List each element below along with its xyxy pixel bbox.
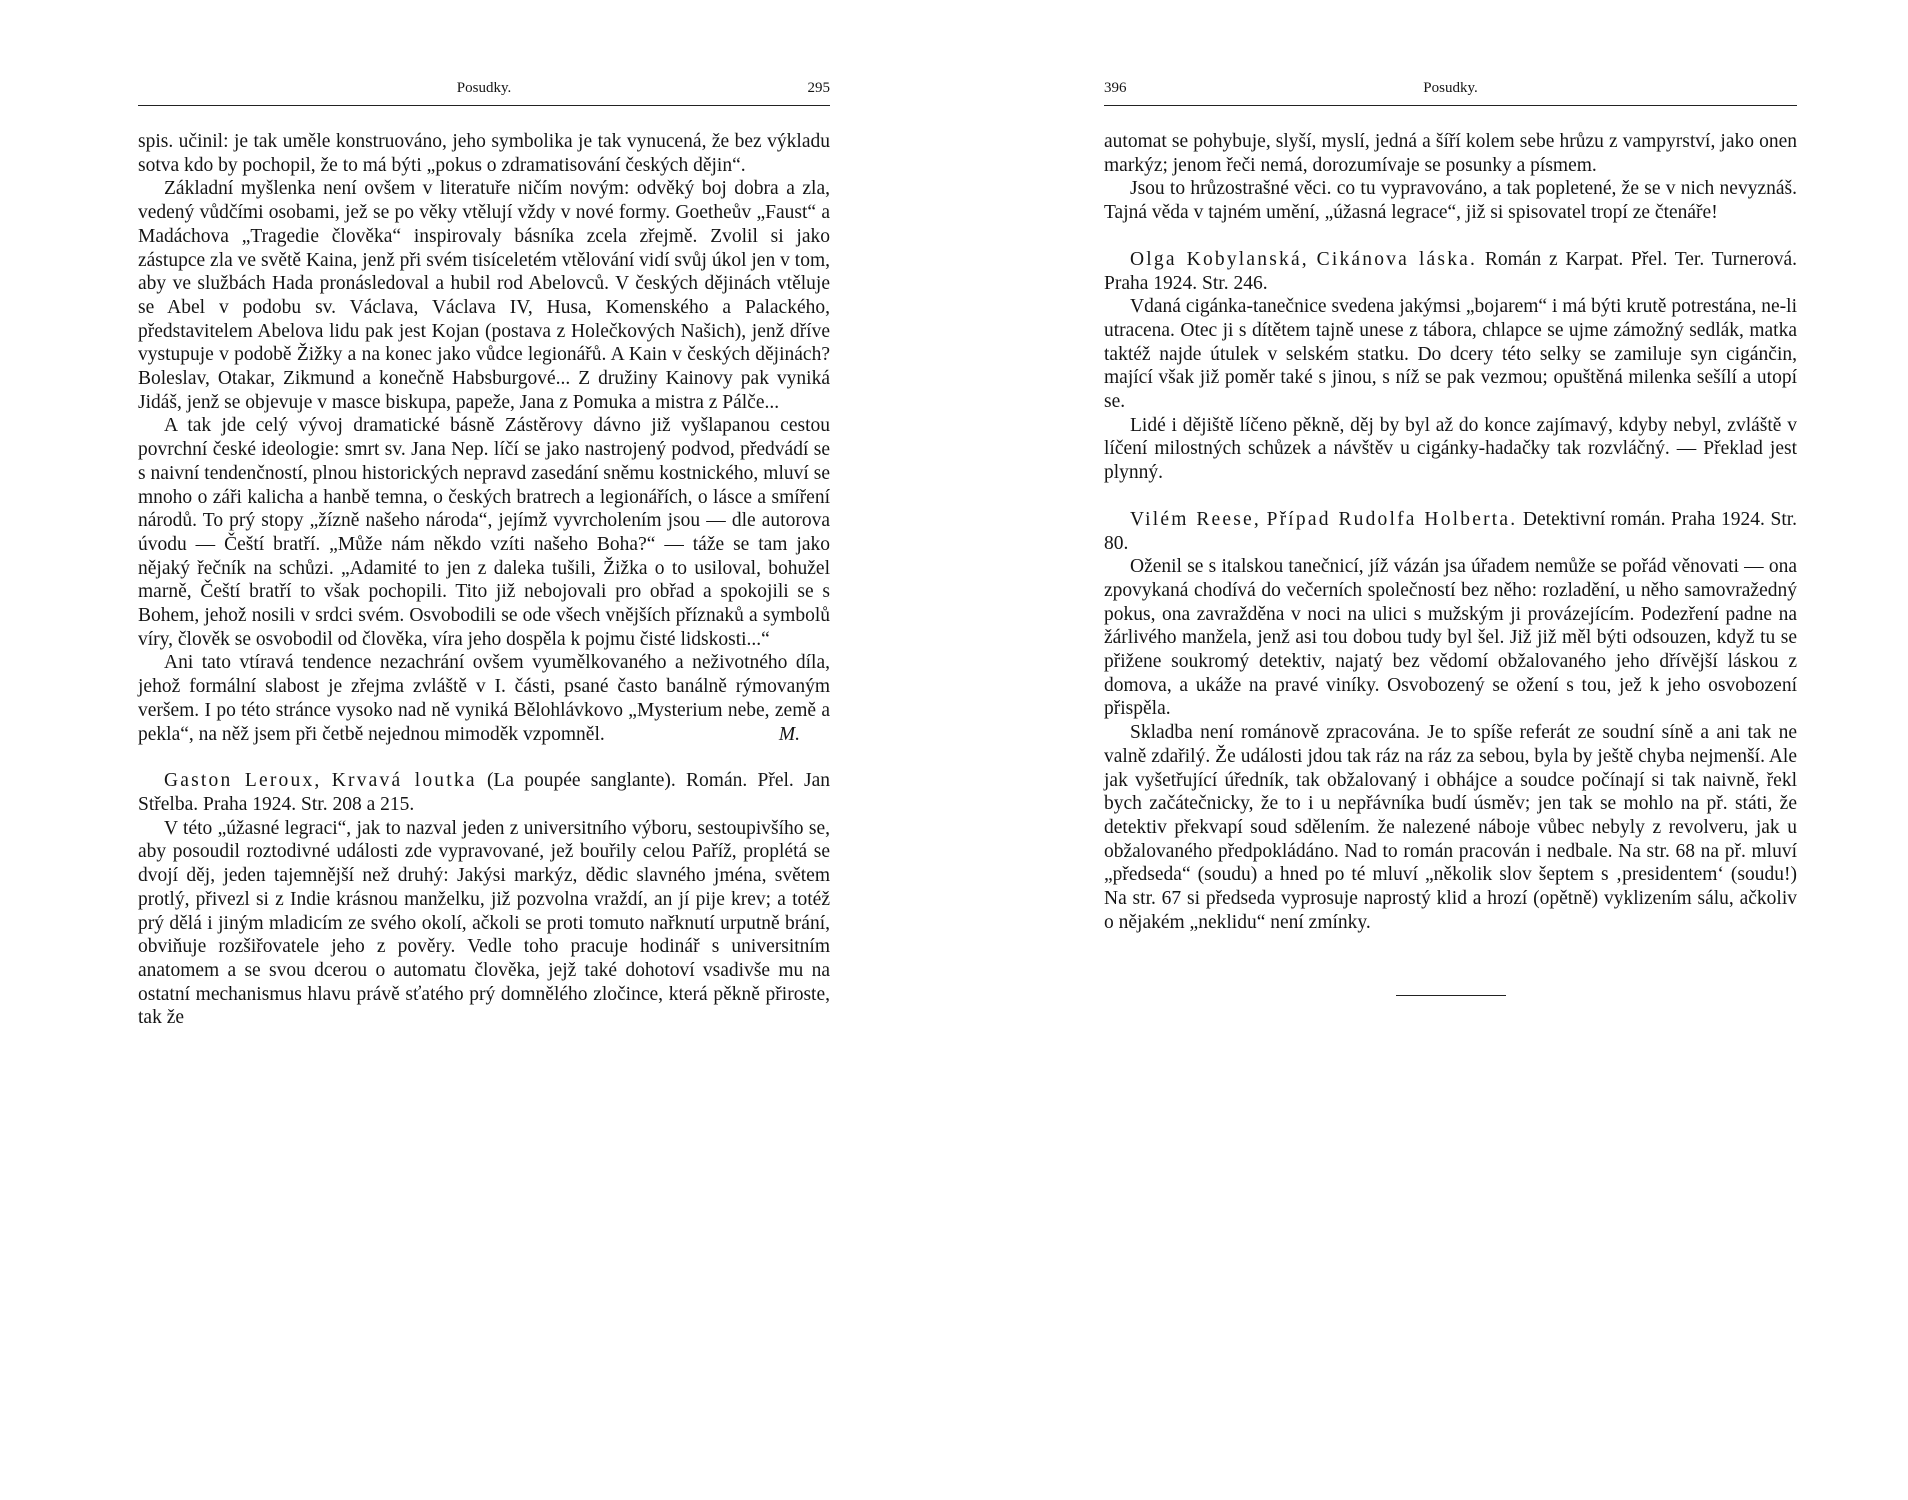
paragraph: A tak jde celý vývoj dramatické básně Zástěrovy dávno již vyšlapanou cestou povrchní české ideologie: smrt sv. Jana Nep. líčí se jako nastrojený podvod, předvádí se s naivní tendenčností, plnou historických nepravd zasedání sněmu kostnického, mluví se mnoho o záři kalicha a hanbě temna, o českých bratrech a legionářích, o lásce a smíření národů. To prý stopy „žízně našeho národa“, jejímž vyvrcholením jsou — dle autorova úvodu — Čeští bratří. „Může nám někdo vzíti našeho Boha?“ — táže se tam jako nějaký řečník na schůzi. „Adamité to jen z daleka tušili, Žižka o to usiloval, bohužel marně, Čeští bratří to však pochopili. Tito již nebojovali pro obřad a spokojili se s Bohem, jehož nosili v srdci svém. Osvobodili se ode všech vnějších příznaků a symbolů víry, člověk se osvobodil od člověka, víra jeho dospěla k pojmu čisté lidskosti...“: [138, 415, 830, 650]
right-page-body: [1104, 130, 1797, 996]
paragraph: spis. učinil: je tak uměle konstruováno, jeho symbolika je tak vynucená, že bez výkladu sotva kdo by pochopil, že to má býti „pokus o zdramatisování českých dějin“.: [138, 131, 830, 176]
review-author: Vilém Reese,: [1130, 508, 1261, 530]
review-author: Gaston Leroux,: [164, 770, 322, 792]
header-rule: [1104, 105, 1797, 106]
reviewer-signature: M.: [778, 723, 800, 745]
review-title: Případ Rudolfa Holberta.: [1266, 508, 1518, 530]
page-number: 295: [807, 80, 830, 96]
paragraph: Základní myšlenka není ovšem v literatuře ničím novým: odvěký boj dobra a zla, vedený vůdčími osobami, jež se po věky vtělují vždy v nové formy. Goetheův „Faust“ a Madáchova „Tragedie člověka“ inspirovaly básníka zcela zřejmě. Zvolil si jako zástupce zla ve světě Kaina, jenž při svém tisíceletém vtělování vidí svůj úkol jen v tom, aby ve službách Hada pronásledoval a hubil rod Abelovců. V českých dějinách vtěluje se Abel v podobu sv. Václava, Václava IV, Husa, Komenského a Palackého, představitelem Abelova lidu pak jest Kojan (postava z Holečkových Našich), jenž dříve vystupuje v podobě Žižky a na konec jako vůdce legionářů. A Kain v českých dějinách? Boleslav, Otakar, Zikmund a konečně Habsburgové... Z družiny Kainovy pak vyniká Jidáš, jenž se objevuje v masce biskupa, papeže, Jana z Pomuka a mistra z Pálče...: [138, 178, 830, 413]
paragraph: Oženil se s italskou tanečnicí, jíž vázán jsa úřadem nemůže se pořád věnovati — ona zpovykaná chodívá do večerních společností bez něho: rozladění, u něho samovražedný pokus, ona zavražděna v noci na ulici s mužským ji provázejícím. Podezření padne na žárlivého manžela, jenž asi tou dobou tudy byl šel. Již již měl býti odsouzen, když tu se přižene soukromý detektiv, najatý bez vědomí obžalovaného jeho dřívější láskou z domova, a ukáže na pravé viníky. Osvobozený se ožení s tou, jež k jeho osvobození přispěla.: [1104, 556, 1797, 720]
review-heading: [1104, 248, 1797, 295]
page-number: 396: [1104, 80, 1127, 96]
review-author: Olga Kobylanská,: [1130, 248, 1309, 270]
paragraph: automat se pohybuje, slyší, myslí, jedná a šíří kolem sebe hrůzu z vampyrství, jako onen markýz; jenom řeči nemá, dorozumívaje se posunky a písmem.: [1104, 131, 1797, 176]
review-title: Krvavá loutka: [331, 770, 477, 792]
review-title: Cikánova láska.: [1316, 248, 1478, 270]
review-heading: [1104, 508, 1797, 555]
running-title: Posudky.: [1423, 80, 1478, 96]
end-rule: [1396, 995, 1506, 996]
review-publication-info: (La poupée sanglante). Román. Přel. Jan Střelba. Praha 1924. Str. 208 a 215.: [138, 770, 830, 815]
review-publication-info: Detektivní román. Praha 1924. Str. 80.: [1104, 508, 1798, 554]
paragraph: Jsou to hrůzostrašné věci. co tu vypravováno, a tak popletené, že se v nich nevyznáš. Tajná věda v tajném umění, „úžasná legrace“, již si spisovatel tropí ze čtenáře!: [1104, 178, 1797, 224]
left-page: [138, 0, 830, 1500]
review-publication-info: Román z Karpat. Přel. Ter. Turnerová. Praha 1924. Str. 246.: [1104, 248, 1798, 294]
header-rule: [138, 105, 830, 106]
running-title: Posudky.: [456, 80, 512, 96]
right-page: [1104, 0, 1797, 1500]
left-page-header: [138, 80, 830, 104]
paragraph: [138, 651, 830, 746]
review-heading: [138, 769, 830, 816]
paragraph: Skladba není románově zpracována. Je to spíše referát ze soudní síně a ani tak ne valně zdařilý. Že události jdou tak ráz na ráz za sebou, byla by ještě chyba nejmenší. Ale jak vyšetřující úředník, tak obžalovaný i obhájce a soudce počínají si tak naivně, řekl bych začátečnicky, že to i u nepřávníka budí úsměv; jen tak se mohlo na př. státi, že detektiv překvapí soud sdělením. že nalezené náboje vůbec nebyly z revolveru, jak u obžalovaného předpokládáno. Nad to román pracován i nedbale. Na str. 68 na př. mluví „předseda“ (soudu) a hned po té mluví „několik slov šeptem s ‚presidentem‘ (soudu!) Na str. 67 si předseda vyprosuje naprostý klid a hrozí (opětně) vyklizením sálu, ačkoliv o nějakém „neklidu“ není zmínky.: [1104, 722, 1797, 933]
paragraph-text: Ani tato vtíravá tendence nezachrání ovšem vyumělkovaného a neživotného díla, jehož formální slabost je zřejma zvláště v I. části, psané často banálně rýmovaným veršem. I po této stránce vysoko nad ně vyniká Bělohlávkovo „Mysterium nebe, země a pekla“, na něž jsem při četbě nejednou mimoděk vzpomněl.: [138, 652, 830, 745]
paragraph: Vdaná cigánka-tanečnice svedena jakýmsi „bojarem“ i má býti krutě potrestána, ne-li utracena. Otec ji s dítětem tajně unese z tábora, chlapce se ujme zámožný sedlák, matka taktéž najde útulek v selském statku. Do dcery této selky se zamiluje syn cigánčin, mající však již poměr také s jinou, s níž se pak vezmou; opuštěná milenka sešílí a utopí se.: [1104, 296, 1797, 413]
paragraph: Lidé i dějiště líčeno pěkně, děj by byl až do konce zajímavý, kdyby nebyl, zvláště v líčení milostných schůzek a návštěv u cigánky-hadačky tak rozvláčný. — Překlad jest plynný.: [1104, 414, 1797, 484]
left-page-body: [138, 130, 830, 1030]
paragraph: V této „úžasné legraci“, jak to nazval jeden z universitního výboru, sestoupivšího se, aby posoudil roztodivné události zde vypravované, jež bouřily celou Paříž, proplétá se dvojí děj, jeden tajemnější než druhý: Jakýsi markýz, dědic slavného jména, světem protlý, přivezl si z Indie krásnou manželku, již pozvolna vraždí, an jí pije krev; a totéž prý dělá i jiným mladicím ze svého okolí, ačkoli se proti tomuto nařknutí urputně brání, obviňuje rozšiřovatele jeho z pověry. Vedle toho pracuje hodinář s universitním anatomem a se svou dcerou o automatu člověka, jejž také dohotoví vsadivše mu na ostatní mechanismus hlavu právě sťatého prý domnělého zločince, která pěkně přiroste, tak že: [138, 817, 830, 1029]
right-page-header: [1104, 80, 1797, 104]
